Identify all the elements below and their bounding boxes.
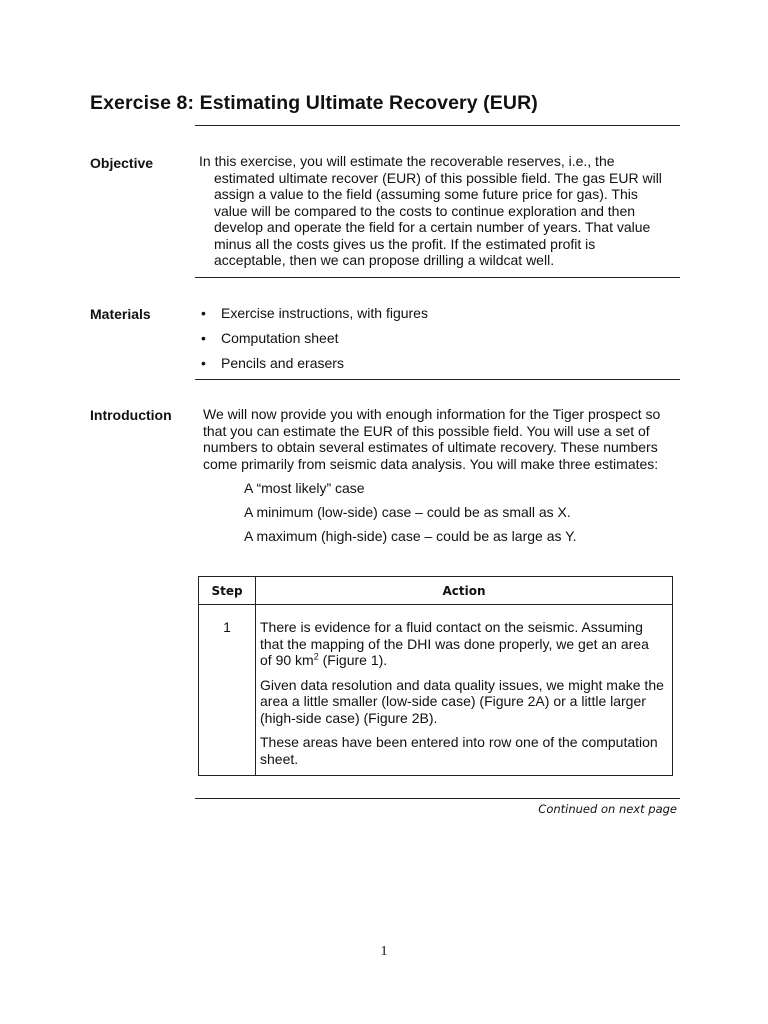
title-divider: [195, 125, 680, 126]
continued-note: Continued on next page: [538, 802, 677, 816]
step-number: 1: [199, 605, 256, 776]
steps-table: [198, 576, 673, 776]
step-header: Step: [199, 577, 256, 605]
action-paragraph: These areas have been entered into row one of the computation sheet.: [260, 734, 658, 767]
action-header: Action: [256, 577, 673, 605]
page-number: 1: [380, 944, 388, 959]
objective-paragraph: In this exercise, you will estimate the recoverable reserves, i.e., the estimated ultimate recover (EUR) of this possible field. The gas EUR will assign a value to the field (assuming some future price for gas). This value will be compared to the costs to continue exploration and then develop and operate the field for a certain number of years. That value minus all the costs gives us the profit. If the estimated profit is acceptable, then we can propose drilling a wildcat well.: [199, 153, 662, 268]
materials-divider: [195, 379, 680, 380]
objective-divider: [195, 277, 680, 278]
action-paragraph: [260, 619, 664, 669]
introduction-text: We will now provide you with enough information for the Tiger prospect so that you can estimate the EUR of this possible field. You will use a set of numbers to obtain several estimates of ultimate recovery. These numbers come primarily from seismic data analysis. You will make three estimates:: [203, 406, 661, 472]
action-cell: [256, 605, 673, 776]
materials-label: Materials: [90, 306, 151, 322]
objective-label: Objective: [90, 155, 154, 171]
list-item: • Exercise instructions, with figures: [199, 305, 428, 330]
list-item: • Pencils and erasers: [199, 355, 428, 380]
page-title: Exercise 8: Estimating Ultimate Recovery (EUR): [90, 92, 538, 114]
introduction-label: Introduction: [90, 407, 172, 423]
materials-list: [199, 305, 428, 380]
action-text: There is evidence for a fluid contact on the seismic. Assuming that the mapping of the DHI was done properly, we get an area of 90 km: [260, 619, 649, 668]
superscript: 2: [313, 651, 319, 662]
case-minimum: A minimum (low-side) case – could be as small as X.: [244, 504, 571, 520]
list-item: • Computation sheet: [199, 330, 428, 355]
table-header-row: [199, 577, 673, 605]
case-maximum: A maximum (high-side) case – could be as large as Y.: [244, 528, 577, 544]
footer-divider: [195, 798, 680, 799]
case-most-likely: A “most likely” case: [244, 480, 365, 496]
table-row: [199, 605, 673, 776]
action-paragraph: Given data resolution and data quality issues, we might make the area a little smaller (low-side case) (Figure 2A) or a little larger (high-side case) (Figure 2B).: [260, 676, 664, 726]
action-text: (Figure 1).: [318, 652, 388, 668]
objective-text: [199, 153, 669, 269]
